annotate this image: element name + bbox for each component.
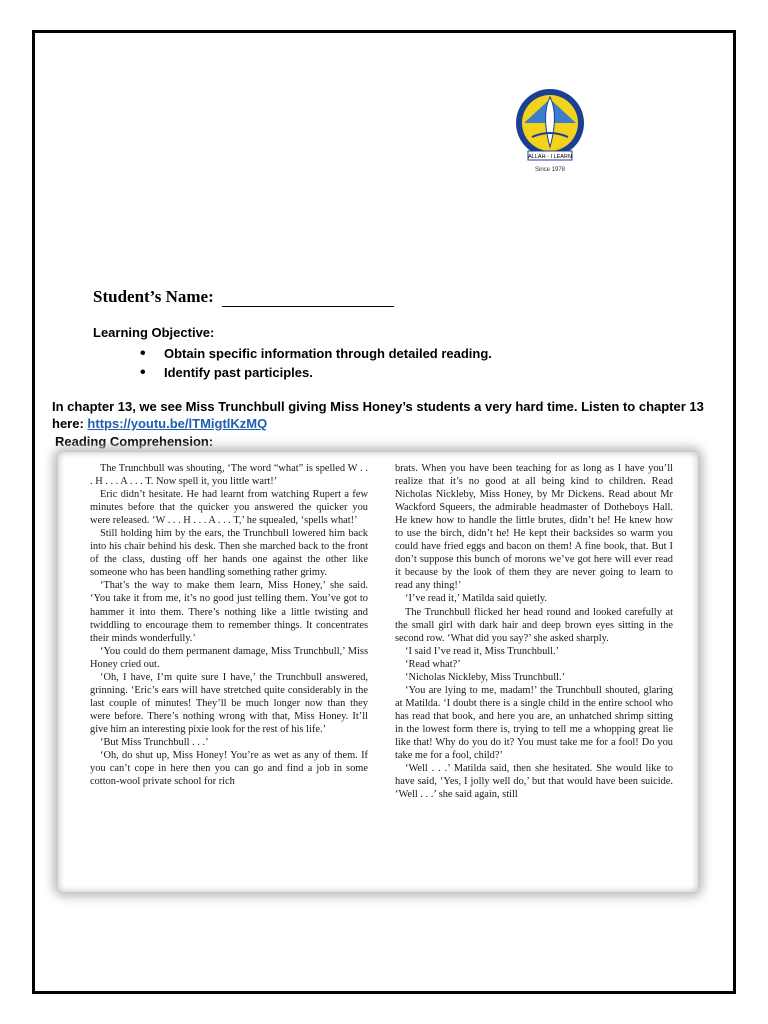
passage-left-column bbox=[90, 462, 368, 788]
student-name-blank[interactable] bbox=[222, 292, 394, 307]
reading-comprehension-title: Reading Comprehension: bbox=[55, 434, 214, 449]
passage-paragraph: Eric didn’t hesitate. He had learnt from watching Rupert a few minutes before that the quicker you answered the quicker you were released. ‘W . . . H . . . A . . . T,’ he squealed, ‘spells what!’ bbox=[90, 489, 368, 527]
youtube-link[interactable]: https://youtu.be/lTMigtlKzMQ bbox=[87, 416, 268, 431]
passage-paragraph: ‘I’ve read it,’ Matilda said quietly. bbox=[405, 593, 547, 605]
objective-item: • Identify past participles. bbox=[140, 363, 492, 382]
passage-paragraph: ‘You are lying to me, madam!’ the Trunchbull shouted, glaring at Matilda. ‘I doubt there is a single child in the entire school who has read that book, and here you are, an unhatched shrimp sitting in the lowest form there is, trying to tell me a whopping great lie like that! Why do you do it? You must take me for a fool! Do you take me for a fool, child?’ bbox=[395, 684, 673, 762]
intro-text: In chapter 13, we see Miss Trunchbull giving Miss Honey’s students a very hard time. Listen to chapter 13 here: bbox=[52, 399, 704, 431]
passage-paragraph: ‘Well . . .’ Matilda said, then she hesitated. She would like to have said, ‘Yes, I jolly well do,’ but that would have been suicide. ‘Well . . .’ she said again, still bbox=[395, 763, 673, 801]
passage-right-column bbox=[395, 462, 673, 801]
learning-objective-list bbox=[140, 344, 492, 382]
student-name-field bbox=[93, 287, 394, 307]
school-logo bbox=[510, 85, 590, 180]
passage-paragraph: The Trunchbull flicked her head round and looked carefully at the small girl with dark hair and deep brown eyes sitting in the second row. ‘What did you say?’ she asked sharply. bbox=[395, 606, 673, 644]
student-name-label: Student’s Name: bbox=[93, 287, 214, 306]
passage-paragraph: ‘Read what?’ bbox=[405, 658, 461, 670]
intro-paragraph bbox=[52, 398, 720, 432]
passage-paragraph: ‘Nicholas Nickleby, Miss Trunchbull.’ bbox=[405, 671, 566, 683]
passage-paragraph: The Trunchbull was shouting, ‘The word “what” is spelled W . . . H . . . A . . . T. Now spell it, you little wart!’ bbox=[90, 463, 368, 488]
passage-paragraph: Still holding him by the ears, the Trunchbull lowered him back into his chair behind his desk. Then she marched back to the front of the class, dusting off her hands one against the other like someone who has been handling something rather grimy. bbox=[90, 528, 368, 579]
objective-item: • Obtain specific information through detailed reading. bbox=[140, 344, 492, 363]
passage-paragraph: ‘That’s the way to make them learn, Miss Honey,’ she said. ‘You take it from me, it’s no good just telling them. You’ve got to hammer it into them. There’s nothing like a little twisting and twiddling to encourage them to remember things. It concentrates their minds wonderfully.’ bbox=[90, 580, 368, 644]
learning-objective-title: Learning Objective: bbox=[93, 325, 215, 340]
passage-paragraph: ‘You could do them permanent damage, Miss Trunchbull,’ Miss Honey cried out. bbox=[90, 645, 368, 670]
passage-paragraph: ‘I said I’ve read it, Miss Trunchbull.’ bbox=[405, 645, 560, 657]
passage-paragraph: ‘Oh, I have, I’m quite sure I have,’ the Trunchbull answered, grinning. ‘Eric’s ears will have stretched quite considerably in the last couple of minutes! They’ll be much longer now than they were before. There’s nothing wrong with that, Miss Honey. It’ll give him an interesting pixie look for the rest of his life.’ bbox=[90, 671, 368, 735]
passage-paragraph: brats. When you have been teaching for as long as I have you’ll realize that it’s no good at all being kind to children. Read Nicholas Nickleby, Miss Honey, by Mr Dickens. Read about Mr Wackford Squeers, the admirable headmaster of Dotheboys Hall. He knew how to handle the little brutes, didn’t he! He knew how to use the birch, didn’t he! He kept their backsides so warm you could have fried eggs and bacon on them! A fine book, that. But I don’t suppose this bunch of morons we’ve got here will ever read it because by the look of them they are never going to learn to read any thing!’ bbox=[395, 463, 673, 592]
passage-paragraph: ‘Oh, do shut up, Miss Honey! You’re as wet as any of them. If you can’t cope in here then you can go and find a job in some cotton-wool private school for rich bbox=[90, 750, 368, 788]
logo-motto: ALLAH - I LEARN bbox=[528, 154, 572, 160]
logo-since: Since 1978 bbox=[534, 167, 566, 173]
passage-paragraph: ‘But Miss Trunchbull . . .’ bbox=[100, 736, 209, 748]
book-excerpt-scan bbox=[58, 452, 698, 892]
